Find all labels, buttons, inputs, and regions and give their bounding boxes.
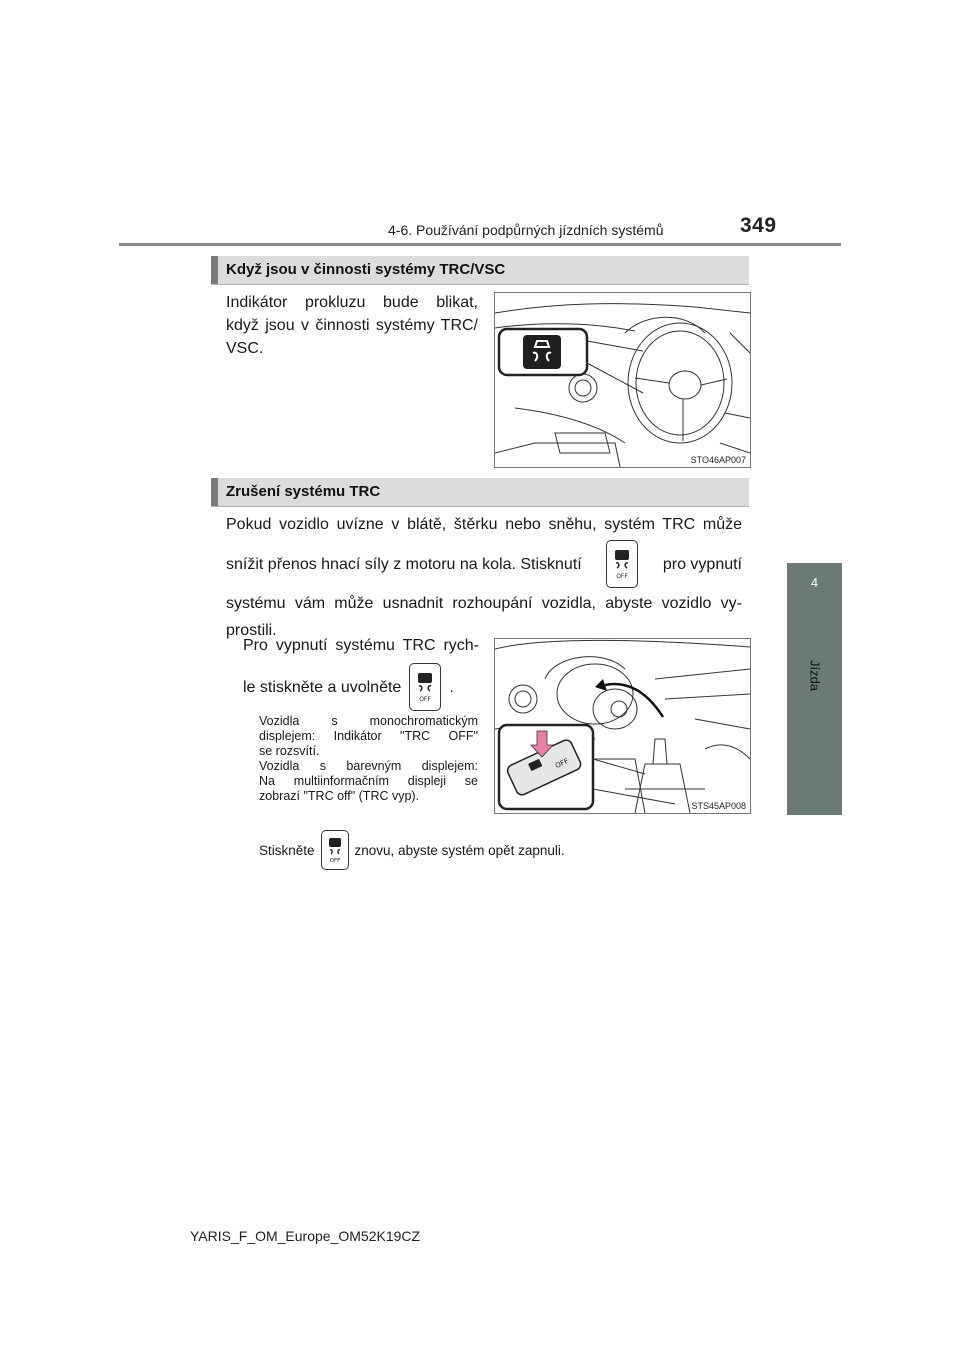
note-line: zobrazí "TRC off" (TRC vyp). [259,789,420,803]
console-illustration [495,639,750,813]
chapter-label: Jízda [807,659,823,692]
section1-text-line: Indikátor prokluzu bude blikat, [226,294,478,311]
instruction-text: znovu, abyste systém opět zapnuli. [354,842,565,858]
figure-code: STS45AP008 [691,801,746,811]
figure-code: STO46AP007 [690,455,746,465]
section2-paragraph [226,513,742,642]
note-line: displejem: Indikátor "TRC OFF" [259,729,478,743]
paragraph-line: prostili. [226,622,277,639]
header-section-title: 4-6. Používání podpůrných jízdních systémů [388,222,664,238]
instruction-line: Pro vypnutí systému TRC rych- [243,637,479,654]
display-notes [259,714,478,804]
re-enable-instruction [259,830,565,870]
trc-off-button-icon [606,540,638,588]
svg-text:OFF: OFF [329,858,340,864]
paragraph-line: systému vám může usnadnit rozhoupání vozidla, abyste vozidlo vy- [226,595,742,612]
dashboard-illustration [495,293,750,467]
instruction-line-with-button [243,663,479,711]
paragraph-line: Pokud vozidlo uvízne v blátě, štěrku nebo sněhu, systém TRC může [226,516,742,533]
section-heading-accent [211,478,218,506]
section-heading-accent [211,256,218,284]
trc-off-button-icon [321,830,349,870]
instruction-text: le stiskněte a uvolněte [243,678,402,696]
section1-text-line: když jsou v činnosti systémy TRC/ [226,317,478,334]
quick-off-instruction [243,634,479,711]
instruction-text: Stiskněte [259,842,315,858]
section1-text-line: VSC. [226,340,264,357]
section1-text [226,291,478,360]
paragraph-line-with-button [226,540,742,588]
document-id: YARIS_F_OM_Europe_OM52K19CZ [190,1228,421,1244]
svg-text:OFF: OFF [419,696,432,703]
paragraph-text: pro vypnutí [662,555,742,573]
note-line: se rozsvítí. [259,744,320,758]
paragraph-text: snížit přenos hnací síly z motoru na kola. Stisknutí [226,555,582,573]
note-line: Vozidla s barevným displejem: [259,759,478,773]
note-line: Na multiinformačním displeji se [259,774,478,788]
page-number: 349 [740,214,777,237]
trc-off-button-icon [409,663,441,711]
svg-text:OFF: OFF [616,573,629,580]
instruction-text: . [449,678,454,696]
section-heading-trc-vsc [211,256,749,285]
header-rule [119,243,841,246]
chapter-number: 4 [810,575,819,590]
figure-trc-off-switch-location [494,638,751,814]
section-heading-title: Zrušení systému TRC [226,483,381,500]
note-line: Vozidla s monochromatickým [259,714,478,728]
svg-text:OFF: OFF [554,757,570,771]
section-heading-title: Když jsou v činnosti systémy TRC/VSC [226,261,506,278]
section-heading-trc-off [211,478,749,507]
figure-dashboard-slip-indicator [494,292,751,468]
